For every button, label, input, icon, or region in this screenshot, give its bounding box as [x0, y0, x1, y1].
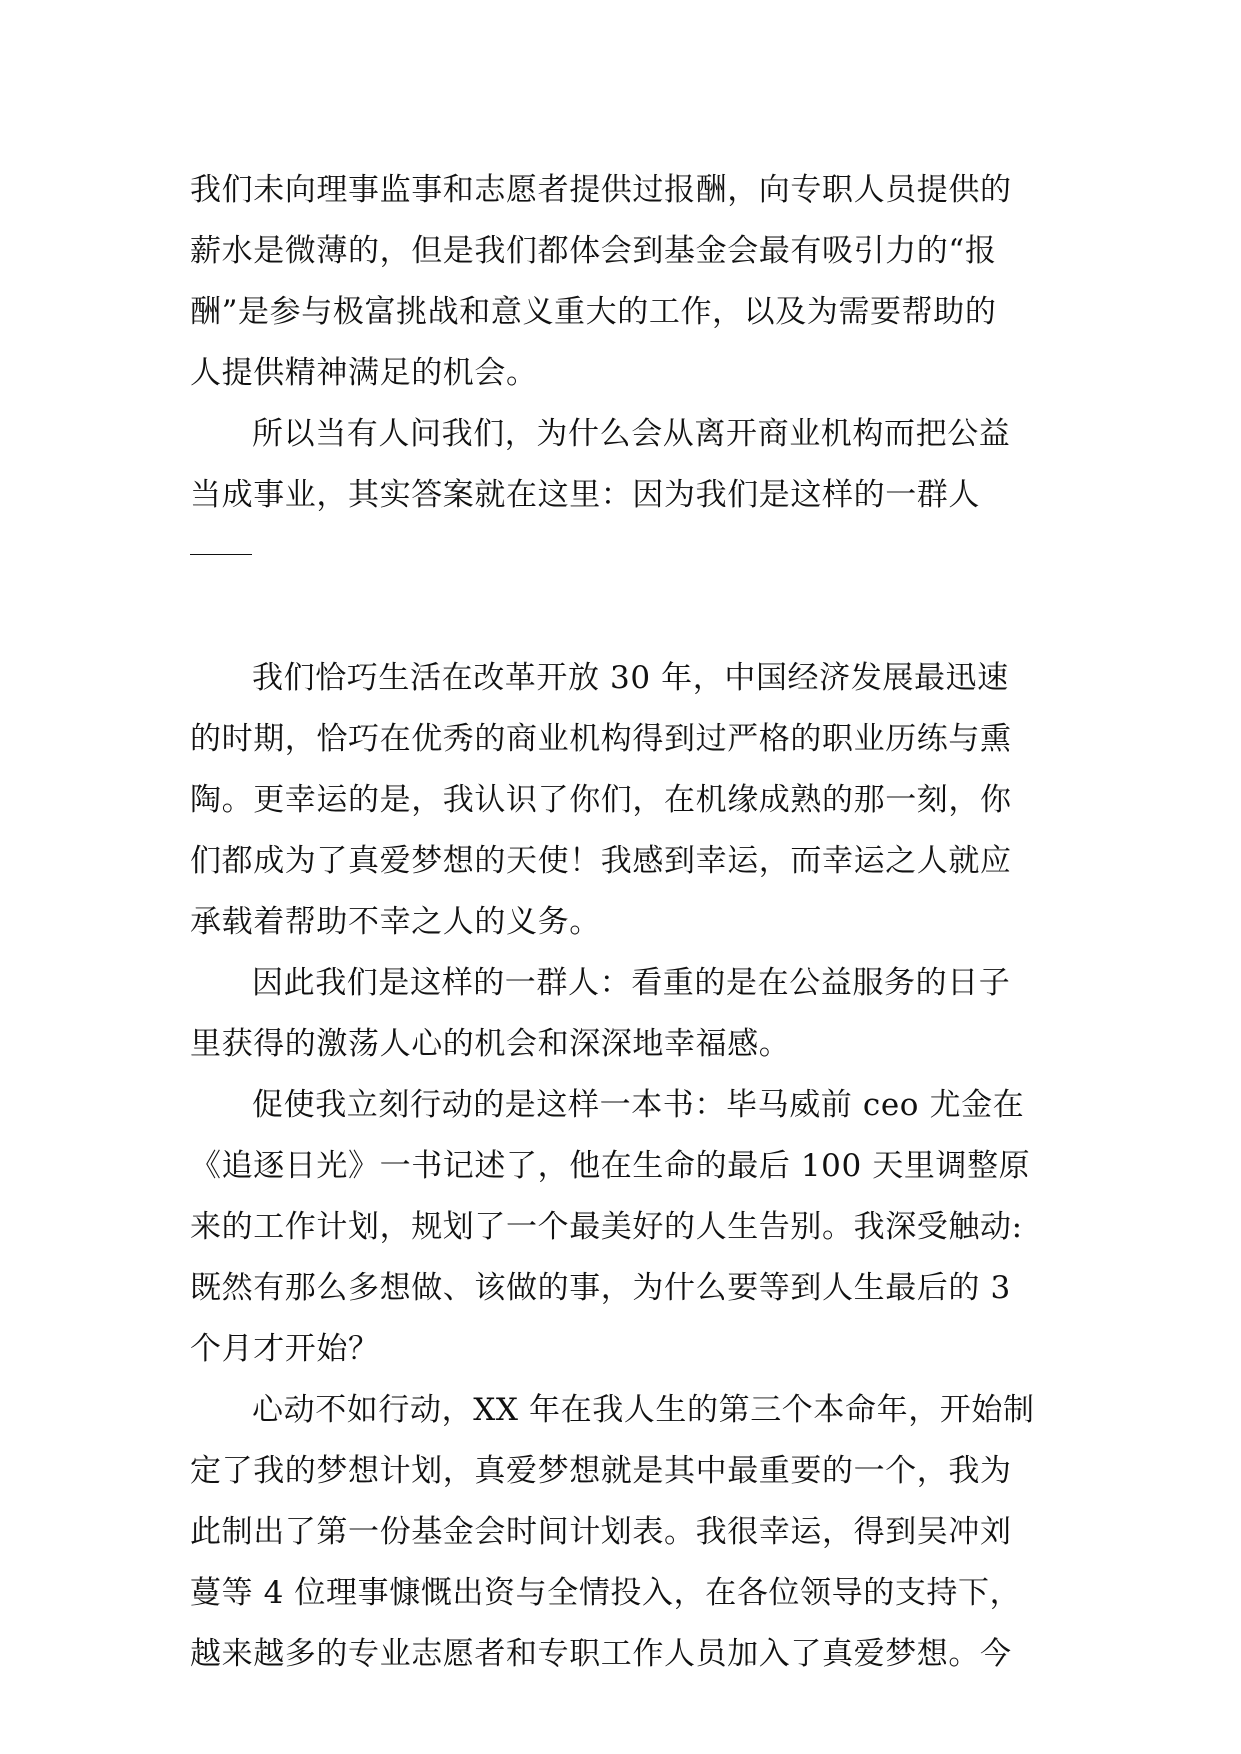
text-line: 此制出了第一份基金会时间计划表。我很幸运，得到吴冲刘 — [190, 1514, 1012, 1550]
em-dash-text — [190, 538, 253, 574]
document-body — [190, 160, 1050, 1685]
em-dash-line — [190, 526, 1050, 587]
text-line: 既然有那么多想做、该做的事，为什么要等到人生最后的 3 — [190, 1270, 1011, 1306]
paragraph-first-line: 我们恰巧生活在改革开放 30 年，中国经济发展最迅速 — [252, 660, 1009, 696]
text-line: 我们未向理事监事和志愿者提供过报酬，向专职人员提供的 — [190, 172, 1012, 208]
text-line: 承载着帮助不幸之人的义务。 — [190, 904, 601, 940]
em-dash-rule — [190, 554, 252, 555]
text-line: 当成事业，其实答案就在这里：因为我们是这样的一群人 — [190, 477, 980, 513]
text-line: 定了我的梦想计划，真爱梦想就是其中最重要的一个，我为 — [190, 1453, 1012, 1489]
text-line: 越来越多的专业志愿者和专职工作人员加入了真爱梦想。今 — [190, 1636, 1012, 1672]
text-line: 酬”是参与极富挑战和意义重大的工作，以及为需要帮助的 — [190, 294, 997, 330]
text-line: 里获得的激荡人心的机会和深深地幸福感。 — [190, 1026, 791, 1062]
paragraph-first-line: 所以当有人问我们，为什么会从离开商业机构而把公益 — [252, 416, 1011, 452]
text-line: 人提供精神满足的机会。 — [190, 355, 538, 391]
paragraph-gap — [190, 587, 1050, 648]
paragraph-first-line: 因此我们是这样的一群人：看重的是在公益服务的日子 — [252, 965, 1011, 1001]
paragraph-first-line: 促使我立刻行动的是这样一本书：毕马威前 ceo 尤金在 — [252, 1087, 1025, 1123]
text-line: 薪水是微薄的，但是我们都体会到基金会最有吸引力的“报 — [190, 233, 997, 269]
text-line: 的时期，恰巧在优秀的商业机构得到过严格的职业历练与熏 — [190, 721, 1012, 757]
text-line: 蔓等 4 位理事慷慨出资与全情投入，在各位领导的支持下， — [190, 1575, 1022, 1611]
text-line: 个月才开始？ — [190, 1331, 380, 1367]
paragraph-first-line: 心动不如行动，XX 年在我人生的第三个本命年，开始制 — [252, 1392, 1035, 1428]
text-line: 来的工作计划，规划了一个最美好的人生告别。我深受触动: — [190, 1209, 1023, 1245]
text-line: 陶。更幸运的是，我认识了你们，在机缘成熟的那一刻，你 — [190, 782, 1012, 818]
text-line: 们都成为了真爱梦想的天使！我感到幸运，而幸运之人就应 — [190, 843, 1012, 879]
text-line: 《追逐日光》一书记述了，他在生命的最后 100 天里调整原 — [190, 1148, 1031, 1184]
